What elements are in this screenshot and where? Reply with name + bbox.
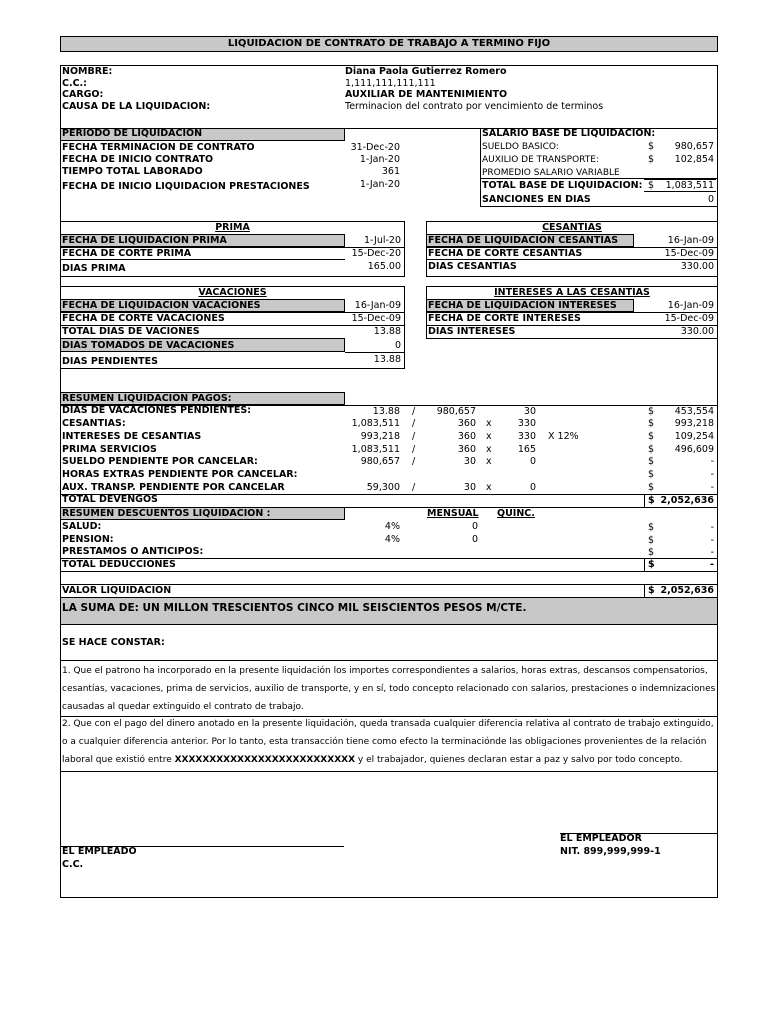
descuentos-title: RESUMEN DESCUENTOS LIQUIDACION :	[62, 508, 271, 519]
devengos-top-line	[60, 494, 718, 495]
cargo-label: CARGO:	[62, 89, 104, 100]
resumen-row-c: 0	[529, 456, 536, 467]
total-base-currency: $	[648, 180, 655, 191]
resumen-row-c: 165	[517, 444, 536, 455]
resumen-row-extra: X 12%	[548, 431, 579, 442]
resumen-row-label: HORAS EXTRAS PENDIENTE POR CANCELAR:	[62, 469, 298, 480]
periodo-row-label: FECHA TERMINACION DE CONTRATO	[62, 142, 255, 153]
resumen-row-label: INTERESES DE CESANTIAS	[62, 431, 202, 442]
periodo-row-value: 1-Jan-20	[359, 154, 400, 165]
cesantias-row-value: 16-Jan-09	[667, 235, 714, 246]
valor-value: 2,052,636	[660, 585, 714, 596]
resumen-row-currency: $	[648, 418, 655, 429]
paragraph-2-a: 2. Que con el pago del dinero anotado en la presente liquidación, queda transada cualquier diferencia relativa al contrato de trabajo extinguido, o a cualquier diferencia anterior. Por lo tanto, esta transacción tiene como efecto la terminaciónde las obligaciones provenientes de la relación laboral que existió entre	[62, 719, 714, 765]
vacaciones-row-label: DIAS PENDIENTES	[62, 356, 158, 367]
resumen-row-c: 0	[529, 482, 536, 493]
resumen-row-total: 993,218	[674, 418, 714, 429]
p2-bottom-line	[60, 771, 718, 772]
resumen-row-op: /	[412, 444, 416, 455]
prima-row-label: FECHA DE CORTE PRIMA	[62, 248, 192, 259]
resumen-row-b: 30	[463, 456, 476, 467]
resumen-row-x: x	[486, 431, 492, 442]
total-deducciones-label: TOTAL DEDUCCIONES	[62, 559, 176, 570]
resumen-row-b: 980,657	[436, 406, 476, 417]
total-devengos-value: 2,052,636	[660, 495, 714, 506]
periodo-row-label: TIEMPO TOTAL LABORADO	[62, 166, 203, 177]
vacaciones-row-value: 16-Jan-09	[354, 300, 401, 311]
paragraph-1: 1. Que el patrono ha incorporado en la presente liquidación los importes correspondientes a salarios, horas extras, descansos compensatorios, cesantías, vacaciones, prima de servicios, auxilio de transporte, y en sí, todo concepto relacionado con salarios, prestaciones o indemnizaciones causadas al quedar extinguido el contrato de trabajo.	[62, 666, 716, 712]
resumen-row-b: 360	[457, 444, 476, 455]
cesantias-row-label: FECHA DE LIQUIDACION CESANTIAS	[428, 235, 619, 246]
promedio-label: PROMEDIO SALARIO VARIABLE	[482, 168, 620, 178]
resumen-row-op: /	[412, 418, 416, 429]
descuento-row-total: -	[710, 522, 714, 533]
resumen-row-a: 13.88	[372, 406, 400, 417]
resumen-row-c: 330	[517, 431, 536, 442]
intereses-row-label: FECHA DE CORTE INTERESES	[428, 313, 581, 324]
resumen-row-label: DIAS DE VACACIONES PENDIENTES:	[62, 405, 252, 416]
resumen-row-total: 453,554	[674, 406, 714, 417]
resumen-row-total: -	[710, 469, 714, 480]
cesantias-title: CESANTIAS	[542, 222, 602, 233]
resumen-row-total: 496,609	[674, 444, 714, 455]
resumen-row-label: PRIMA SERVICIOS	[62, 444, 157, 455]
prima-row-label: DIAS PRIMA	[62, 263, 126, 274]
resumen-row-currency: $	[648, 406, 655, 417]
descuento-row-total: -	[710, 535, 714, 546]
resumen-row-a: 1,083,511	[351, 444, 400, 455]
empleado-label: EL EMPLEADO	[62, 846, 137, 857]
page-title: LIQUIDACION DE CONTRATO DE TRABAJO A TERMINO FIJO	[227, 38, 551, 49]
prima-divider	[60, 259, 345, 260]
vacaciones-row-label: TOTAL DIAS DE VACIONES	[62, 326, 200, 337]
resumen-row-x: x	[486, 444, 492, 455]
total-devengos-currency: $	[648, 495, 655, 506]
paragraph-2	[62, 715, 716, 769]
descuento-row-currency: $	[648, 535, 655, 546]
resumen-row-op: /	[412, 456, 416, 467]
cc-label: C.C.:	[62, 78, 87, 89]
aux-value: 102,854	[674, 154, 714, 165]
periodo-row-value: 31-Dec-20	[350, 142, 400, 153]
total-base-value: 1,083,511	[665, 180, 714, 191]
salario-title: SALARIO BASE DE LIQUIDACION:	[482, 128, 656, 139]
descuento-row-label: SALUD:	[62, 521, 102, 532]
valor-currency: $	[648, 585, 655, 596]
resumen-row-total: -	[710, 456, 714, 467]
resumen-row-op: /	[412, 482, 416, 493]
sanciones-label: SANCIONES EN DIAS	[482, 194, 591, 205]
resumen-row-b: 30	[463, 482, 476, 493]
cesantias-row-label: DIAS CESANTIAS	[428, 261, 517, 272]
resumen-row-op: /	[412, 431, 416, 442]
resumen-row-label: AUX. TRANSP. PENDIENTE POR CANCELAR	[62, 482, 285, 493]
intereses-row-value: 330.00	[680, 326, 714, 337]
resumen-row-currency: $	[648, 469, 655, 480]
total-deducciones-currency: $	[648, 559, 655, 570]
resumen-row-total: -	[710, 482, 714, 493]
p1-top-line	[60, 660, 718, 661]
resumen-row-currency: $	[648, 482, 655, 493]
sanciones-value: 0	[707, 194, 714, 205]
resumen-row-b: 360	[457, 418, 476, 429]
total-base-label: TOTAL BASE DE LIQUIDACION:	[482, 180, 643, 191]
nombre-value: Diana Paola Gutierrez Romero	[345, 66, 507, 77]
resumen-row-a: 1,083,511	[351, 418, 400, 429]
cesantias-row-value: 330.00	[680, 261, 714, 272]
vacaciones-title: VACACIONES	[198, 287, 267, 298]
prima-row-value: 165.00	[367, 261, 401, 272]
vacaciones-row-label: DIAS TOMADOS DE VACACIONES	[62, 340, 235, 351]
quinc-header: QUINC.	[497, 508, 535, 519]
resumen-row-op: /	[412, 406, 416, 417]
resumen-row-a: 980,657	[360, 456, 400, 467]
intereses-title: INTERESES A LAS CESANTIAS	[494, 287, 650, 298]
cesantias-divider	[426, 259, 718, 260]
prima-title: PRIMA	[215, 222, 250, 233]
empleador-label: EL EMPLEADOR	[560, 833, 642, 844]
vacaciones-row-label: FECHA DE CORTE VACACIONES	[62, 313, 225, 324]
prima-row-label: FECHA DE LIQUIDACION PRIMA	[62, 235, 227, 246]
vacaciones-row-value: 15-Dec-09	[351, 313, 401, 324]
resumen-row-a: 993,218	[360, 431, 400, 442]
resumen-row-c: 30	[523, 406, 536, 417]
descuento-row-currency: $	[648, 547, 655, 558]
resumen-row-x: x	[486, 482, 492, 493]
cesantias-row-label: FECHA DE CORTE CESANTIAS	[428, 248, 583, 259]
resumen-row-a: 59,300	[366, 482, 400, 493]
constar-heading: SE HACE CONSTAR:	[62, 637, 165, 648]
periodo-line	[345, 128, 480, 129]
descuento-row-total: -	[710, 547, 714, 558]
descuento-row-pct: 4%	[384, 521, 400, 532]
periodo-row-label: FECHA DE INICIO LIQUIDACION PRESTACIONES	[62, 181, 310, 192]
descuento-row-mensual: 0	[471, 521, 478, 532]
valor-label: VALOR LIQUIDACION	[62, 585, 172, 596]
resumen-row-x: x	[486, 418, 492, 429]
causa-label: CAUSA DE LA LIQUIDACION:	[62, 101, 211, 112]
total-devengos-label: TOTAL DEVENGOS	[62, 494, 158, 505]
causa-value: Terminacion del contrato por vencimiento de terminos	[345, 101, 604, 112]
resumen-row-label: SUELDO PENDIENTE POR CANCELAR:	[62, 456, 258, 467]
intereses-row-value: 15-Dec-09	[664, 313, 714, 324]
sueldo-currency: $	[648, 141, 655, 152]
descuento-row-currency: $	[648, 522, 655, 533]
resumen-row-c: 330	[517, 418, 536, 429]
vacaciones-row-value: 0	[394, 340, 401, 351]
empleador-nit: NIT. 899,999,999-1	[560, 846, 661, 857]
aux-currency: $	[648, 154, 655, 165]
mensual-header: MENSUAL	[427, 508, 479, 519]
periodo-row-label: FECHA DE INICIO CONTRATO	[62, 154, 214, 165]
intereses-row-label: FECHA DE LIQUIDACION INTERESES	[428, 300, 617, 311]
intereses-row-value: 16-Jan-09	[667, 300, 714, 311]
vacaciones-row-value: 13.88	[373, 354, 401, 365]
resumen-row-currency: $	[648, 456, 655, 467]
resumen-row-currency: $	[648, 444, 655, 455]
paragraph-2-b: y el trabajador, quienes declaran estar a paz y salvo por todo concepto.	[355, 755, 683, 765]
prima-row-value: 15-Dec-20	[351, 248, 401, 259]
nombre-label: NOMBRE:	[62, 66, 113, 77]
descuento-row-mensual: 0	[471, 534, 478, 545]
paragraph-2-employer: XXXXXXXXXXXXXXXXXXXXXXXXXX	[174, 755, 356, 765]
aux-label: AUXILIO DE TRANSPORTE:	[482, 155, 599, 165]
resumen-title: RESUMEN LIQUIDACION PAGOS:	[62, 393, 232, 404]
vacaciones-row-value: 13.88	[373, 326, 401, 337]
resumen-row-total: 109,254	[674, 431, 714, 442]
resumen-row-label: CESANTIAS:	[62, 418, 126, 429]
vacaciones-row-label: FECHA DE LIQUIDACION VACACIONES	[62, 300, 261, 311]
cargo-value: AUXILIAR DE MANTENIMIENTO	[345, 89, 508, 100]
periodo-row-value: 1-Jan-20	[359, 179, 400, 190]
resumen-row-x: x	[486, 456, 492, 467]
resumen-row-b: 360	[457, 431, 476, 442]
resumen-row-currency: $	[648, 431, 655, 442]
intereses-row-label: DIAS INTERESES	[428, 326, 516, 337]
total-deducciones-value: -	[710, 559, 714, 570]
empleado-cc: C.C.	[62, 859, 84, 870]
prima-row-value: 1-Jul-20	[364, 235, 401, 246]
sueldo-value: 980,657	[674, 141, 714, 152]
cesantias-row-value: 15-Dec-09	[664, 248, 714, 259]
descuento-row-label: PRESTAMOS O ANTICIPOS:	[62, 546, 204, 557]
vacaciones-divider	[345, 352, 405, 353]
suma-text: LA SUMA DE: UN MILLON TRESCIENTOS CINCO MIL SEISCIENTOS PESOS M/CTE.	[62, 602, 527, 614]
periodo-title: PERIODO DE LIQUIDACION	[62, 128, 203, 139]
periodo-row-value: 361	[381, 166, 400, 177]
descuento-row-pct: 4%	[384, 534, 400, 545]
descuento-row-label: PENSION:	[62, 534, 114, 545]
cc-value: 1,111,111,111,111	[345, 78, 436, 89]
deducciones-bottom-line	[60, 571, 718, 572]
sueldo-label: SUELDO BASICO:	[482, 142, 559, 152]
